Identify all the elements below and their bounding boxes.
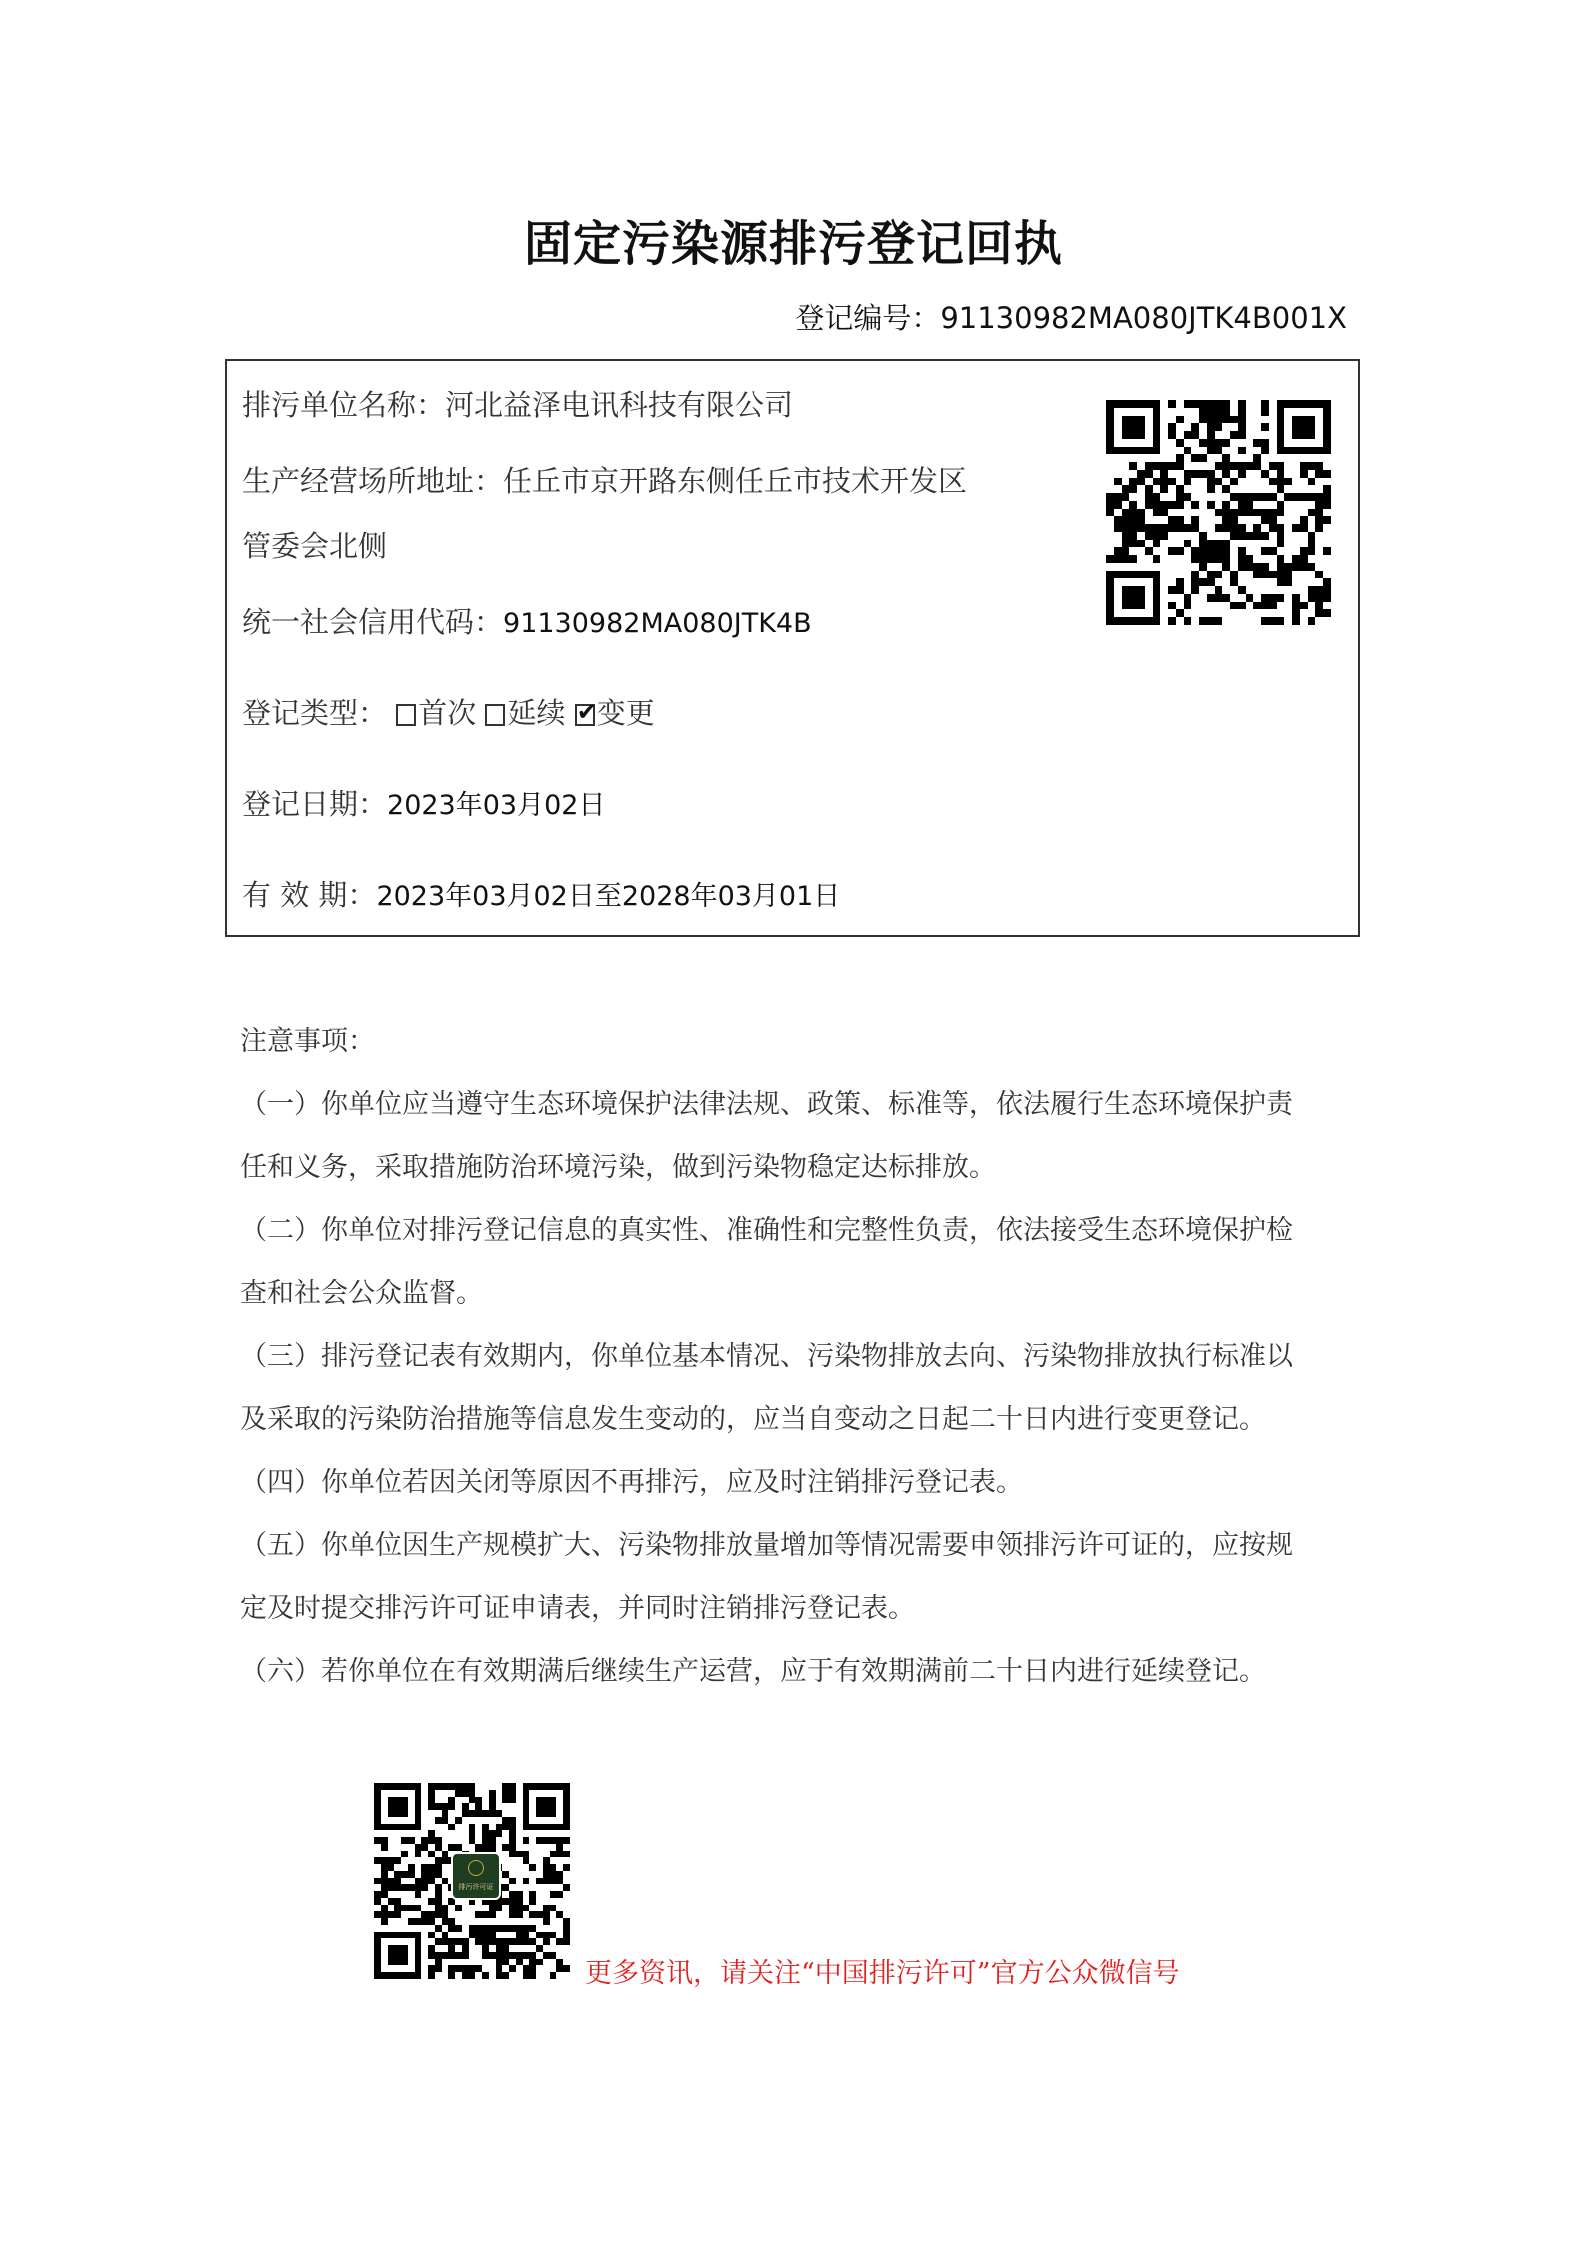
checkbox-renewal[interactable] <box>485 704 505 726</box>
unit-name-value: 河北益泽电讯科技有限公司 <box>445 388 794 422</box>
checkbox-first-time-label: 首次 <box>418 696 477 730</box>
address-value-line2: 管委会北侧 <box>242 529 388 563</box>
note-line: （二）你单位对排污登记信息的真实性、准确性和完整性负责，依法接受生态环境保护检 <box>240 1215 1293 1246</box>
credit-code-value: 91130982MA080JTK4B <box>503 608 812 639</box>
note-line: 定及时提交排污许可证申请表，并同时注销排污登记表。 <box>240 1593 915 1624</box>
emblem-icon <box>468 1860 484 1876</box>
unit-name-label: 排污单位名称： <box>242 388 446 422</box>
credit-code-field <box>242 600 812 641</box>
validity-field <box>242 873 840 914</box>
unit-name-field <box>242 383 793 424</box>
checkbox-renewal-label: 延续 <box>507 696 566 730</box>
permit-logo-icon <box>451 1852 501 1900</box>
checkbox-first-time[interactable] <box>396 704 416 726</box>
address-label: 生产经营场所地址： <box>242 464 504 498</box>
validity-value: 2023年03月02日至2028年03月01日 <box>376 881 841 912</box>
note-line: 任和义务，采取措施防治环境污染，做到污染物稳定达标排放。 <box>240 1152 996 1183</box>
registration-date-field <box>242 782 605 823</box>
note-line: （一）你单位应当遵守生态环境保护法律法规、政策、标准等，依法履行生态环境保护责 <box>240 1089 1293 1120</box>
notes-section <box>240 1010 1350 1703</box>
registration-type-field <box>242 691 655 732</box>
checkbox-change[interactable] <box>575 704 595 726</box>
registration-number <box>795 296 1347 337</box>
registration-date-value: 2023年03月02日 <box>387 790 606 821</box>
checkbox-change-label: 变更 <box>596 696 655 730</box>
qr-code-icon <box>1106 400 1331 625</box>
registration-number-value: 91130982MA080JTK4B001X <box>940 301 1347 335</box>
address-field <box>242 459 967 500</box>
wechat-promo-text: 更多资讯，请关注“中国排污许可”官方公众微信号 <box>585 1958 1180 1989</box>
registration-date-label: 登记日期： <box>242 787 388 821</box>
note-line: 查和社会公众监督。 <box>240 1278 483 1309</box>
notes-heading: 注意事项： <box>240 1026 375 1057</box>
address-field-cont <box>242 524 387 565</box>
registration-number-label: 登记编号： <box>795 301 941 335</box>
note-line: （六）若你单位在有效期满后继续生产运营，应于有效期满前二十日内进行延续登记。 <box>240 1656 1266 1687</box>
logo-text: 排污许可证 <box>458 1883 494 1891</box>
address-value-line1: 任丘市京开路东侧任丘市技术开发区 <box>503 464 968 498</box>
validity-label: 有 效 期： <box>242 878 377 912</box>
note-line: （三）排污登记表有效期内，你单位基本情况、污染物排放去向、污染物排放执行标准以 <box>240 1341 1293 1372</box>
registration-type-label: 登记类型： <box>242 696 388 730</box>
note-line: 及采取的污染防治措施等信息发生变动的，应当自变动之日起二十日内进行变更登记。 <box>240 1404 1266 1435</box>
credit-code-label: 统一社会信用代码： <box>242 605 504 639</box>
note-line: （四）你单位若因关闭等原因不再排污，应及时注销排污登记表。 <box>240 1467 1023 1498</box>
document-title: 固定污染源排污登记回执 <box>523 216 1063 272</box>
note-line: （五）你单位因生产规模扩大、污染物排放量增加等情况需要申领排污许可证的，应按规 <box>240 1530 1293 1561</box>
